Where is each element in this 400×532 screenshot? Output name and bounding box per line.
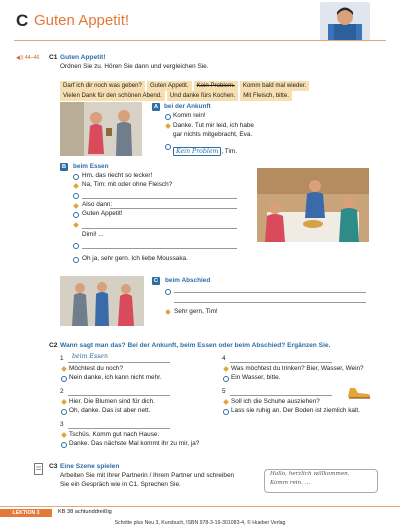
speaker-circle-icon (61, 376, 67, 382)
dialog-line: Komm rein! (173, 112, 206, 119)
copyright-line: Schritte plus Neu 3, Kursbuch, ISBN 978-3-19-301083-4, © Hueber Verlag (114, 520, 286, 526)
speaker-circle-icon (73, 193, 79, 199)
dialog-line: gar nichts mitgebracht, Eva. (173, 131, 253, 138)
dialog-tail: , Tim. (221, 148, 237, 155)
photo-dinner (257, 168, 369, 242)
exercise-number: C2 (49, 342, 58, 349)
answer-blank[interactable] (174, 292, 366, 293)
speaker-circle-icon (165, 289, 171, 295)
speaker-circle-icon (223, 409, 229, 415)
answer-blank[interactable] (110, 208, 237, 209)
dialog-line: Dimi! ... (82, 231, 104, 238)
dialog-line: Nein danke, ich kann nicht mehr. (69, 374, 162, 381)
exercise-instruction: Ordnen Sie zu. Hören Sie dann und vergleichen Sie. (60, 63, 209, 70)
speaker-diamond-icon (73, 222, 79, 228)
speaker-circle-icon (73, 212, 79, 218)
exercise-number: C1 (49, 54, 58, 61)
speaker-diamond-icon (61, 432, 67, 438)
dialog-line: Oh, danke. Das ist aber nett. (69, 407, 151, 414)
dialog-line: Na, Tim: mit oder ohne Fleisch? (82, 181, 173, 188)
phrase-box: Mit Fleisch, bitte. (240, 91, 292, 101)
dialog-line: Also dann: (82, 201, 113, 208)
callout-line: Hallo, herzlich willkommen. (270, 471, 350, 477)
photo-farewell (60, 276, 144, 326)
exercise-title: Guten Appetit! (60, 54, 106, 61)
item-number: 2 (60, 388, 64, 395)
dialog-line: Oh ja, sehr gern. Ich liebe Moussaka. (82, 255, 188, 262)
shoe-drawing-icon (346, 384, 372, 400)
answer-blank[interactable] (82, 198, 237, 199)
callout-line: Komm rein. ... (270, 480, 311, 486)
speaker-diamond-icon (165, 309, 171, 315)
exercise-title: Wann sagt man das? Bei der Ankunft, beim Essen oder beim Abschied? Ergänzen Sie. (60, 342, 331, 349)
item-number: 3 (60, 421, 64, 428)
answer-blank[interactable] (68, 395, 170, 396)
phrase-box: Darf ich dir noch was geben? (60, 81, 145, 91)
answer-blank[interactable] (82, 248, 237, 249)
handwritten-answer: beim Essen (72, 353, 108, 360)
speaker-circle-icon (165, 114, 171, 120)
dialog-line: Sehr gern, Tim! (174, 308, 218, 315)
speaker-diamond-icon (61, 399, 67, 405)
dialog-line: Möchtest du noch? (69, 365, 123, 372)
phrase-box: Guten Appetit. (147, 81, 192, 91)
speaker-circle-icon (73, 243, 79, 249)
exercise-text: Arbeiten Sie mit Ihrer Partnerin / Ihrem Partner und schreiben (60, 472, 235, 479)
label-a: A (153, 104, 159, 110)
pencil-writing-icon (34, 463, 43, 475)
block-c-title: beim Abschied (165, 277, 211, 284)
speaker-diamond-icon (223, 399, 229, 405)
audio-icon-tracks[interactable] (16, 55, 39, 61)
block-a-title: bei der Ankunft (164, 103, 211, 110)
block-b-title: beim Essen (73, 163, 109, 170)
speaker-circle-icon (223, 376, 229, 382)
lesson-tab: LEKTION 3 (0, 509, 52, 517)
speaker-circle-icon (165, 144, 171, 150)
section-letter: C (16, 11, 29, 30)
dialog-line: Danke. Das nächste Mal kommt ihr zu mir, ja? (69, 440, 200, 447)
label-c: C (153, 278, 159, 284)
phrase-box: Vielen Dank für den schönen Abend. (60, 91, 165, 101)
answer-blank[interactable] (230, 362, 332, 363)
dialog-line: Soll ich die Schuhe ausziehen? (231, 398, 320, 405)
section-title: Guten Appetit! (34, 12, 130, 29)
dialog-line: Lass sie ruhig an. Der Boden ist ziemlich kalt. (231, 407, 360, 414)
speaker-diamond-icon (223, 366, 229, 372)
speaker-diamond-icon (73, 203, 79, 209)
answer-blank[interactable] (230, 395, 332, 396)
speaker-circle-icon (73, 257, 79, 263)
speaker-icon: ◀)) (16, 55, 24, 61)
phrase-box: Komm bald mal wieder. (240, 81, 309, 91)
speaker-circle-icon (61, 442, 67, 448)
exercise-text: Sie ein Gespräch wie in C1. Sprechen Sie. (60, 481, 181, 488)
dialog-line: Danke. Tut mir leid, ich habe (173, 122, 254, 129)
answer-blank[interactable] (68, 428, 170, 429)
phrase-box-used: Kein Problem. (194, 81, 238, 91)
phrase-boxes-row2 (60, 84, 360, 103)
answer-blank[interactable] (174, 302, 366, 303)
exercise-number: C3 (49, 463, 58, 470)
header-photo-man (320, 2, 370, 40)
answer-blank[interactable] (68, 362, 170, 363)
dialog-line: Ein Wasser, bitte. (231, 374, 281, 381)
dialog-line: Hier. Die Blumen sind für dich. (69, 398, 155, 405)
speaker-circle-icon (73, 174, 79, 180)
item-number: 1 (60, 355, 64, 362)
handwritten-answer: Kein Problem (173, 147, 221, 156)
speaker-diamond-icon (165, 123, 171, 129)
speaker-diamond-icon (73, 183, 79, 189)
audio-tracks: 44–46 (24, 55, 40, 61)
page-number: KB 38 achtunddreißig (58, 509, 112, 515)
answer-blank[interactable] (82, 228, 237, 229)
speaker-diamond-icon (61, 366, 67, 372)
dialog-line: Was möchtest du trinken? Bier, Wasser, Wein? (231, 365, 364, 372)
dialog-line: Guten Appetit! (82, 210, 123, 217)
speaker-circle-icon (61, 409, 67, 415)
footer-rule (0, 506, 400, 507)
phrase-box: Und danke fürs Kochen. (167, 91, 238, 101)
answer-line-a[interactable] (173, 140, 237, 158)
dialog-line: Tschüs. Komm gut nach Hause. (69, 431, 160, 438)
item-number: 5 (222, 388, 226, 395)
header-rule (14, 40, 386, 41)
label-b: B (61, 164, 67, 170)
photo-arrival (60, 102, 142, 156)
exercise-title: Eine Szene spielen (60, 463, 120, 470)
item-number: 4 (222, 355, 226, 362)
dialog-line: Hm, das riecht so lecker! (82, 172, 153, 179)
